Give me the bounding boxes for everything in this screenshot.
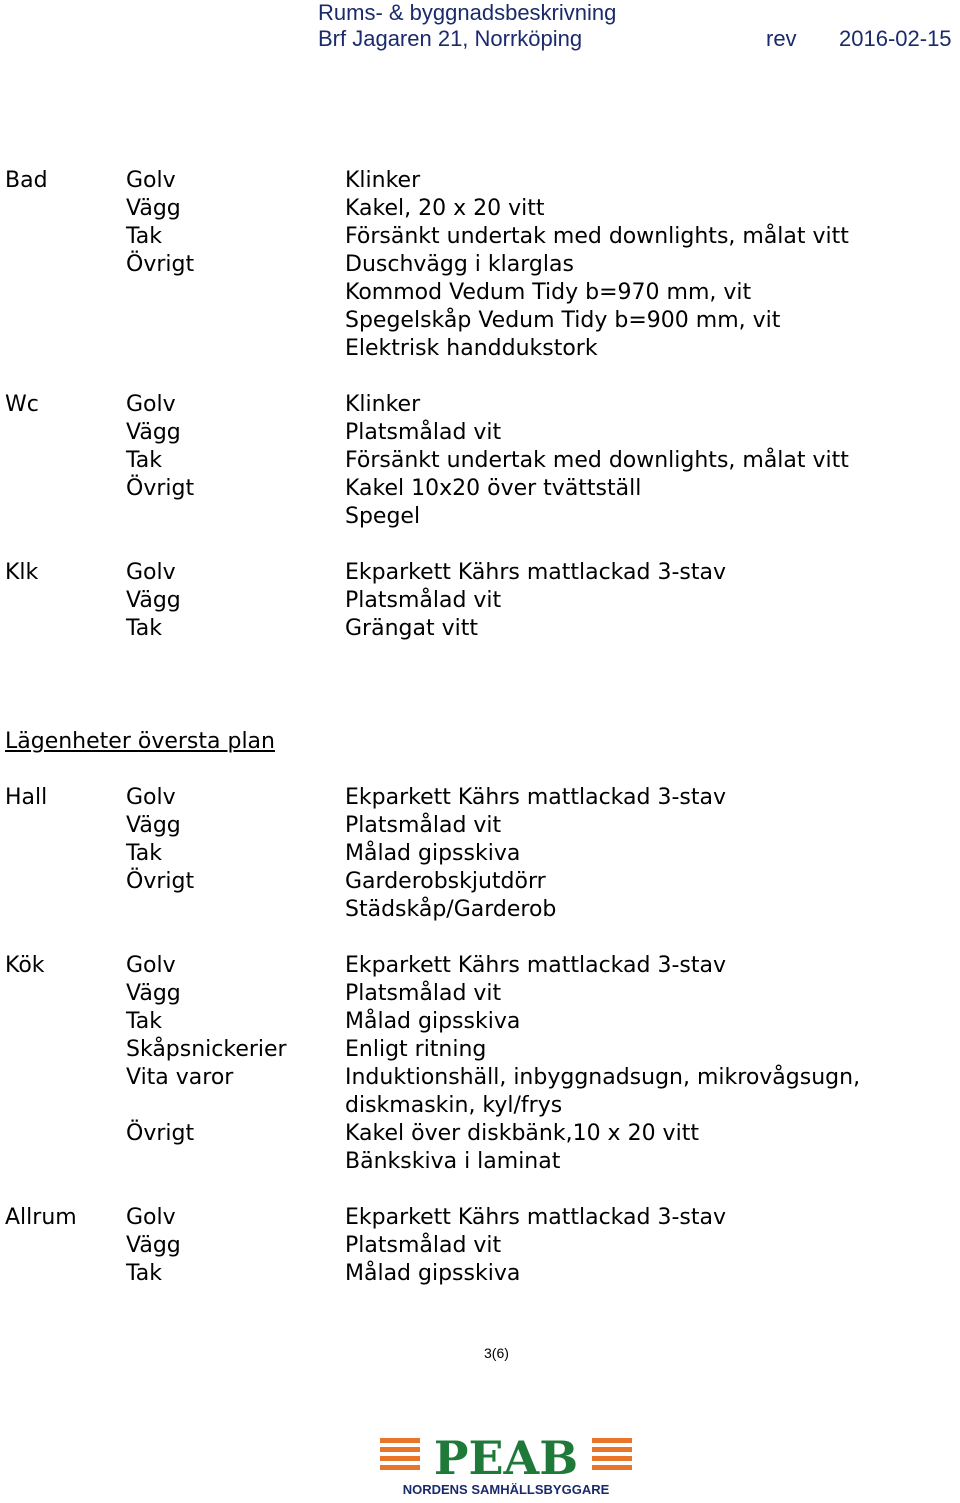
page-number: 3(6) (484, 1345, 509, 1361)
row-label: Golv (126, 168, 176, 193)
room-name: Hall (5, 785, 48, 810)
row-label: Golv (126, 560, 176, 585)
row-value: Enligt ritning (345, 1037, 487, 1062)
row-label: Golv (126, 785, 176, 810)
logo-tagline: NORDENS SAMHÄLLSBYGGARE (402, 1482, 610, 1497)
row-label: Vägg (126, 420, 181, 445)
room-name: Klk (5, 560, 39, 585)
row-value: Ekparkett Kährs mattlackad 3-stav (345, 785, 727, 810)
rev-label: rev (766, 26, 797, 51)
rev-date: 2016-02-15 (839, 26, 952, 51)
row-label: Tak (126, 224, 163, 249)
row-value: Kakel, 20 x 20 vitt (345, 196, 545, 221)
row-label: Övrigt (126, 252, 195, 277)
logo-stripes-left (380, 1438, 420, 1470)
row-value: Platsmålad vit (345, 981, 502, 1006)
row-value: Kakel över diskbänk,10 x 20 vitt (345, 1121, 699, 1146)
row-value: Målad gipsskiva (345, 1009, 521, 1034)
row-label: Golv (126, 1205, 176, 1230)
row-value: Försänkt undertak med downlights, målat vitt (345, 224, 849, 249)
row-value: Induktionshäll, inbyggnadsugn, mikrovågsugn, (345, 1065, 861, 1090)
row-label: Vägg (126, 588, 181, 613)
room-name: Kök (5, 953, 45, 978)
row-label: Vägg (126, 196, 181, 221)
row-label: Vita varor (126, 1065, 234, 1090)
section-title: Lägenheter översta plan (5, 729, 275, 754)
logo-stripes-right (592, 1438, 632, 1470)
room-name: Bad (5, 168, 48, 193)
room-name: Allrum (5, 1205, 77, 1230)
row-label: Tak (126, 1009, 163, 1034)
peab-logo (380, 1430, 632, 1500)
row-value: Ekparkett Kährs mattlackad 3-stav (345, 560, 727, 585)
row-label: Golv (126, 392, 176, 417)
row-label: Tak (126, 1261, 163, 1286)
row-value: Platsmålad vit (345, 420, 502, 445)
row-label: Tak (126, 448, 163, 473)
row-value: Ekparkett Kährs mattlackad 3-stav (345, 1205, 727, 1230)
row-value: Garderobskjutdörr (345, 869, 546, 894)
row-label: Golv (126, 953, 176, 978)
row-value: Försänkt undertak med downlights, målat vitt (345, 448, 849, 473)
row-value: Kakel 10x20 över tvättställ (345, 476, 642, 501)
project-name: Brf Jagaren 21, Norrköping (318, 26, 583, 51)
room-name: Wc (5, 392, 39, 417)
row-value: Elektrisk handdukstork (345, 336, 598, 361)
row-value: Grängat vitt (345, 616, 478, 641)
row-label: Skåpsnickerier (126, 1037, 287, 1062)
row-value: Platsmålad vit (345, 1233, 502, 1258)
row-label: Vägg (126, 813, 181, 838)
row-label: Vägg (126, 981, 181, 1006)
row-value: Målad gipsskiva (345, 1261, 521, 1286)
logo-wordmark: PEAB (433, 1431, 579, 1485)
row-value: Platsmålad vit (345, 813, 502, 838)
row-value: Målad gipsskiva (345, 841, 521, 866)
row-value: Klinker (345, 392, 421, 417)
row-value: Spegelskåp Vedum Tidy b=900 mm, vit (345, 308, 781, 333)
row-label: Tak (126, 616, 163, 641)
row-value: Platsmålad vit (345, 588, 502, 613)
row-label: Övrigt (126, 1121, 195, 1146)
row-value: Ekparkett Kährs mattlackad 3-stav (345, 953, 727, 978)
row-value: Duschvägg i klarglas (345, 252, 574, 277)
row-value: Klinker (345, 168, 421, 193)
row-value: Kommod Vedum Tidy b=970 mm, vit (345, 280, 752, 305)
row-value: diskmaskin, kyl/frys (345, 1093, 563, 1118)
row-label: Övrigt (126, 869, 195, 894)
row-label: Vägg (126, 1233, 181, 1258)
row-value: Bänkskiva i laminat (345, 1149, 561, 1174)
row-value: Spegel (345, 504, 421, 529)
row-label: Övrigt (126, 476, 195, 501)
row-value: Städskåp/Garderob (345, 897, 557, 922)
document-title: Rums- & byggnadsbeskrivning (318, 0, 617, 25)
row-label: Tak (126, 841, 163, 866)
